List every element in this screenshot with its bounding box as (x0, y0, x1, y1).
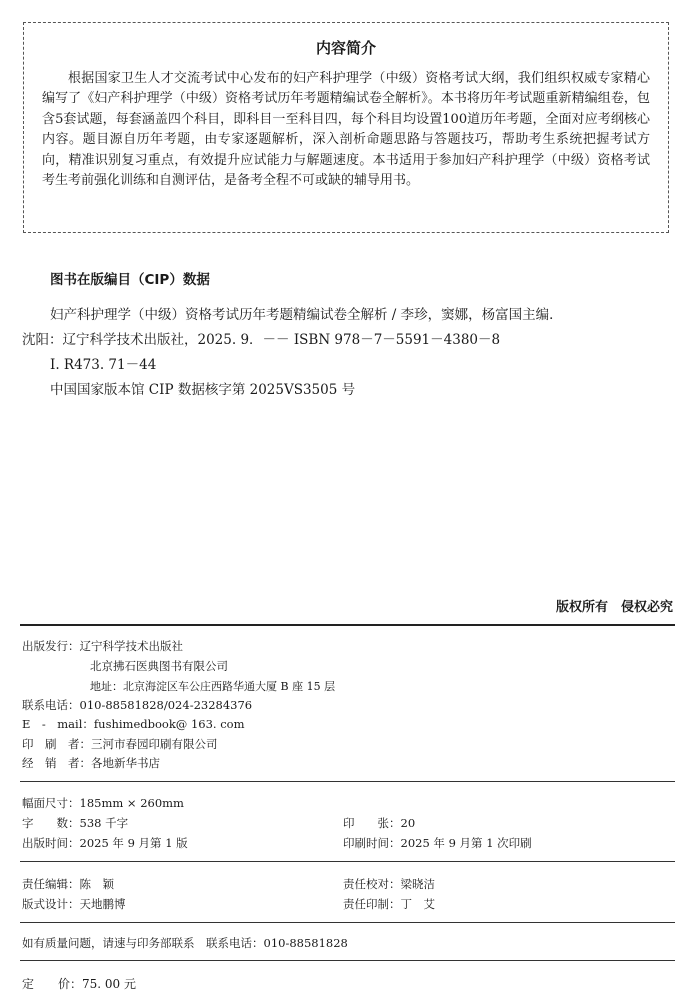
summary-title: 内容简介 (315, 39, 376, 57)
divider-2 (20, 781, 675, 782)
divider-4 (20, 922, 675, 923)
phone-value: 010-88581828/024-23284376 (79, 698, 253, 712)
phone-row (22, 697, 252, 713)
address-value: 北京海淀区车公庄西路华通大厦 B 座 15 层 (123, 680, 336, 693)
distributor-value: 各地新华书店 (91, 756, 160, 770)
divider-3 (20, 861, 675, 862)
printdate-label: 印刷时间： (343, 836, 401, 850)
publisher-name-2: 北京拂石医典图书有限公司 (90, 659, 228, 673)
pubdate-label: 出版时间： (22, 836, 80, 850)
size-label: 幅面尺寸： (22, 796, 80, 810)
summary-box (23, 22, 669, 233)
size-value: 185mm × 260mm (79, 796, 184, 810)
email-label: E - mail： (22, 717, 94, 731)
editor-value: 陈 颖 (79, 877, 114, 891)
cip-line-3: Ⅰ. R473. 71－44 (50, 357, 157, 373)
cip-line-1: 妇产科护理学（中级）资格考试历年考题精编试卷全解析 / 李珍，窦娜，杨富国主编． (50, 307, 563, 323)
phone-label: 联系电话： (22, 698, 80, 712)
divider-top (20, 624, 675, 626)
proof-value: 梁晓洁 (400, 877, 435, 891)
design-value: 天地鹏博 (79, 897, 126, 911)
price-row (22, 975, 136, 992)
publisher-label: 出版发行： (22, 639, 80, 653)
printdate-value: 2025 年 9 月第 1 次印刷 (400, 836, 532, 850)
price-value: 75. 00 元 (82, 977, 136, 991)
email-value: fushimedbook@ 163. com (93, 717, 245, 731)
printer-row (22, 736, 218, 752)
sheets-row (343, 815, 415, 831)
divider-5 (20, 960, 675, 961)
email-row (22, 716, 245, 732)
printdate-row (343, 835, 532, 851)
quality-notice: 如有质量问题，请速与印务部联系 联系电话：010-88581828 (22, 936, 348, 950)
design-row (22, 896, 126, 912)
distributor-label: 经 销 者： (22, 756, 91, 770)
cip-heading: 图书在版编目（CIP）数据 (50, 272, 210, 288)
publisher-name-1: 辽宁科学技术出版社 (79, 639, 183, 653)
size-row (22, 795, 184, 811)
summary-text: 根据国家卫生人才交流考试中心发布的妇产科护理学（中级）资格考试大纲，我们组织权威专家精心编写了《妇产科护理学（中级）资格考试历年考题精编试卷全解析》。本书将历年考试题重新精编组卷，包含5套试题，每套涵盖四个科目，即科目一至科目四，每个科目均设置100道历年考题，全面对应考纲核心内容。题目源自历年考题，由专家逐题解析，深入剖析命题思路与答题技巧，帮助考生系统把握考试方向，精准识别复习重点，有效提升应试能力与解题速度。本书适用于参加妇产科护理学（中级）资格考试考生考前强化训练和自测评估，是备考全程不可或缺的辅导用书。 (42, 71, 650, 189)
pubdate-value: 2025 年 9 月第 1 版 (79, 836, 188, 850)
editor-label: 责任编辑： (22, 877, 80, 891)
words-label: 字 数： (22, 816, 80, 830)
cip-line-4: 中国国家版本馆 CIP 数据核字第 2025VS3505 号 (50, 382, 356, 398)
copyright-notice: 版权所有 侵权必究 (555, 600, 673, 615)
address-label: 地址： (90, 680, 123, 693)
sheets-label: 印 张： (343, 816, 401, 830)
printer-label: 印 刷 者： (22, 737, 91, 751)
words-value: 538 千字 (79, 816, 129, 830)
editor-row (22, 876, 114, 892)
address-row (90, 678, 335, 694)
printer-value: 三河市春园印刷有限公司 (91, 737, 218, 751)
words-row (22, 815, 128, 831)
design-label: 版式设计： (22, 897, 80, 911)
print-supervisor-value: 丁 艾 (400, 897, 435, 911)
sheets-value: 20 (400, 816, 416, 830)
cip-line-2: 沈阳：辽宁科学技术出版社，2025. 9．－－ ISBN 978－7－5591－4380－8 (22, 332, 501, 348)
print-supervisor-label: 责任印制： (343, 897, 401, 911)
pubdate-row (22, 835, 188, 851)
price-label: 定 价： (22, 977, 83, 991)
publisher-row (22, 638, 183, 654)
proof-label: 责任校对： (343, 877, 401, 891)
distributor-row (22, 755, 160, 771)
proof-row (343, 876, 435, 892)
print-supervisor-row (343, 896, 435, 912)
